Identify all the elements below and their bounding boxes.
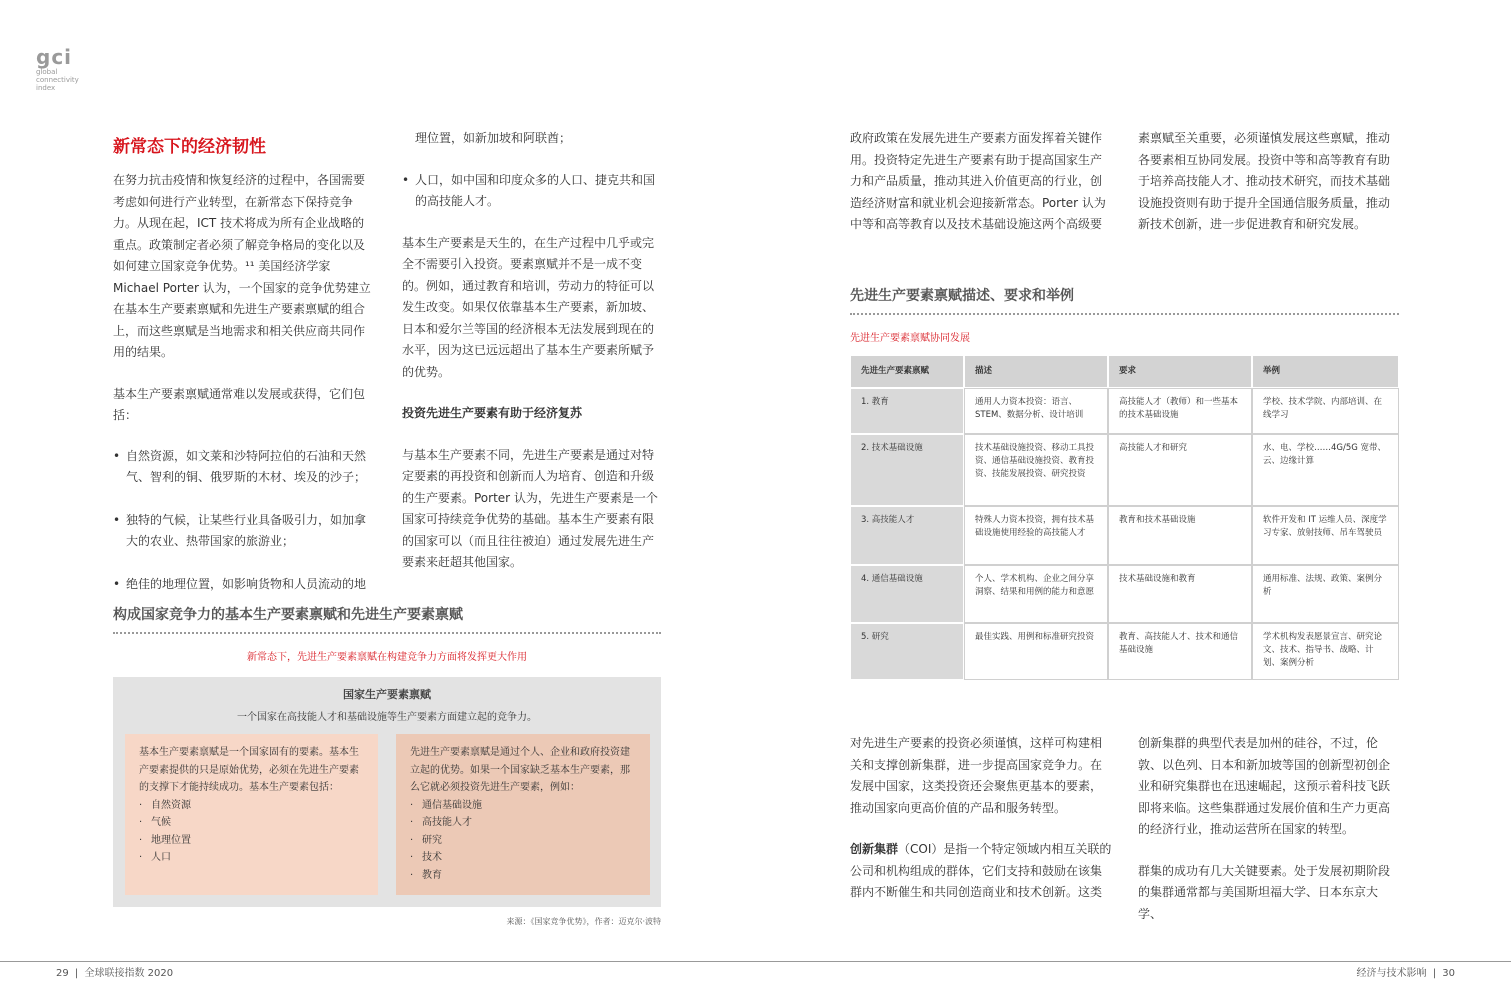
table-row — [850, 434, 1399, 506]
table-cell: 1. 教育 — [850, 388, 964, 434]
table-cell: 通用人力资本投资：语言、STEM、数据分析、设计培训 — [964, 388, 1108, 434]
list-continuation: 理位置，如新加坡和阿联酋； — [415, 131, 572, 145]
logo-line-1: global — [36, 68, 58, 76]
coi-definition: （COI）是指一个特定领域内相互关联的公司和机构组成的群体，它们支持和鼓励在该集群内不断催生和共同创造商业和技术创新。这类 — [850, 842, 1112, 899]
list-item: • 自然资源，如文莱和沙特阿拉伯的石油和天然气、智利的铜、俄罗斯的木材、埃及的沙子； — [113, 446, 375, 489]
source-note: 来源：《国家竞争优势》，作者：迈克尔·波特 — [506, 917, 661, 926]
list-item: · 人口 — [139, 849, 364, 867]
list-item: · 通信基础设施 — [410, 797, 636, 815]
left-paragraph-2: 基本生产要素禀赋通常难以发展或获得，它们包括： — [113, 386, 366, 422]
right-bottom-paragraph-2 — [850, 839, 1112, 904]
table-header-cell: 描述 — [964, 355, 1108, 388]
table-cell: 通用标准、法规、政策、案例分析 — [1252, 565, 1399, 623]
diagram-box-subtitle: 一个国家在高技能人才和基础设施等生产要素方面建立起的竞争力。 — [237, 712, 537, 723]
section-title: 新常态下的经济韧性 — [113, 137, 266, 157]
list-item: · 地理位置 — [139, 832, 364, 850]
table-cell: 高技能人才（教师）和一些基本的技术基础设施 — [1108, 388, 1252, 434]
list-item: • 人口，如中国和印度众多的人口、捷克共和国的高技能人才。 — [402, 170, 664, 213]
table-cell: 软件开发和 IT 运维人员、深度学习专家、放射技师、吊车驾驶员 — [1252, 506, 1399, 565]
table-cell: 教育和技术基础设施 — [1108, 506, 1252, 565]
table-header-cell: 先进生产要素禀赋 — [850, 355, 964, 388]
list-item: • 绝佳的地理位置，如影响货物和人员流动的地 — [113, 574, 375, 596]
footer-right: 经济与技术影响 | 30 — [1356, 968, 1455, 979]
table-header-row — [850, 355, 1399, 388]
basic-factor-list — [113, 446, 375, 596]
middle-paragraph-2: 与基本生产要素不同，先进生产要素是通过对特定要素的再投资和创新而人为培育、创造和升级的生产要素。Porter 认为，先进生产要素是一个国家可持续竞争优势的基础。基本生产要素有限的国家可以（而且往往被迫）通过发展先进生产要素来赶超其他国家。 — [402, 447, 658, 569]
logo-mark: gci — [36, 45, 73, 69]
table-cell: 高技能人才和研究 — [1108, 434, 1252, 506]
table-header-cell: 举例 — [1252, 355, 1399, 388]
list-item: · 高技能人才 — [410, 814, 636, 832]
basic-endowment-text: 基本生产要素禀赋是一个国家固有的要素。基本生产要素提供的只是原始优势，必须在先进生产要素的支撑下才能持续成功。基本生产要素包括： — [139, 747, 359, 793]
footer-left-title: 全球联接指数 2020 — [84, 968, 174, 979]
table-row — [850, 506, 1399, 565]
diagram-title: 构成国家竞争力的基本生产要素禀赋和先进生产要素禀赋 — [113, 604, 661, 634]
advanced-endowment-box — [396, 734, 650, 895]
subheading: 投资先进生产要素有助于经济复苏 — [402, 406, 583, 420]
advanced-endowment-text: 先进生产要素禀赋是通过个人、企业和政府投资建立起的优势。如果一个国家缺乏基本生产要素，那么它就必须投资先进生产要素，例如： — [410, 747, 630, 793]
page-number-right: 30 — [1442, 968, 1455, 979]
table-row — [850, 388, 1399, 434]
diagram-caption: 新常态下，先进生产要素禀赋在构建竞争力方面将发挥更大作用 — [247, 652, 527, 663]
table-cell: 技术基础设施投资、移动工具投资、通信基础设施投资、教育投资、技能发展投资、研究投资 — [964, 434, 1108, 506]
right-col2-bottom — [1138, 733, 1400, 925]
logo-line-3: index — [36, 84, 56, 92]
table-cell: 4. 通信基础设施 — [850, 565, 964, 623]
right-col2-top: 素禀赋至关重要，必须谨慎发展这些禀赋，推动各要素相互协同发展。投资中等和高等教育有助于培养高技能人才、推动技术研究，而技术基础设施投资则有助于提升全国通信服务质量，推动新技术创新，进一步促进教育和研究发展。 — [1138, 131, 1391, 231]
endowment-table — [850, 355, 1399, 680]
table-caption: 先进生产要素禀赋协同发展 — [850, 333, 970, 344]
basic-endowment-list — [139, 797, 364, 867]
table-cell: 技术基础设施和教育 — [1108, 565, 1252, 623]
table-cell: 学术机构发表愿景宣言、研究论文、技术、指导书、战略、计划、案例分析 — [1252, 623, 1399, 680]
right-bottom-paragraph-1: 对先进生产要素的投资必须谨慎，这样可构建相关和支撑创新集群，进一步提高国家竞争力。在发展中国家，这类投资还会聚焦更基本的要素，推动国家向更高价值的产品和服务转型。 — [850, 736, 1103, 815]
right-bottom-paragraph-3: 创新集群的典型代表是加州的硅谷，不过，伦敦、以色列、日本和新加坡等国的创新型初创企业和研究集群也在迅速崛起，这预示着科技飞跃即将来临。这些集群通过发展价值和生产力更高的经济行业，推动运营所在国家的转型。 — [1138, 736, 1391, 836]
advanced-endowment-list — [410, 797, 636, 885]
right-bottom-paragraph-4: 群集的成功有几大关键要素。处于发展初期阶段的集群通常都与美国斯坦福大学、日本东京大学、 — [1138, 863, 1391, 921]
logo-line-2: connectivity — [36, 76, 79, 84]
list-item: · 技术 — [410, 849, 636, 867]
list-item: · 气候 — [139, 814, 364, 832]
table-cell: 水、电、学校……4G/5G 宽带、云、边缘计算 — [1252, 434, 1399, 506]
gci-logo — [36, 46, 116, 92]
left-paragraph-1: 在努力抗击疫情和恢复经济的过程中，各国需要考虑如何进行产业转型，在新常态下保持竞争力。从现在起，ICT 技术将成为所有企业战略的重点。政策制定者必须了解竞争格局的变化以及如何建立国家竞争优势。¹¹ 美国经济学家 Michael Porter 认为，一个国家的竞争优势建立在基本生产要素禀赋和先进生产要素禀赋的组合上，而这些禀赋是当地需求和相关供应商共同作用的结果。 — [113, 173, 371, 359]
table-row — [850, 565, 1399, 623]
middle-paragraph-1: 基本生产要素是天生的，在生产过程中几乎或完全不需要引入投资。要素禀赋并不是一成不变的。例如，通过教育和培训，劳动力的特征可以发生改变。如果仅依靠基本生产要素，新加坡、日本和爱尔兰等国的经济根本无法发展到现在的水平，因为这已远远超出了基本生产要素所赋予的优势。 — [402, 235, 655, 379]
list-item: · 自然资源 — [139, 797, 364, 815]
middle-column — [402, 128, 664, 574]
table-header-cell: 要求 — [1108, 355, 1252, 388]
table-cell: 特殊人力资本投资，拥有技术基础设施使用经验的高技能人才 — [964, 506, 1108, 565]
list-item: · 教育 — [410, 867, 636, 885]
diagram-box-title: 国家生产要素禀赋 — [343, 688, 431, 701]
basic-factor-list-cont — [402, 170, 664, 213]
table-cell: 2. 技术基础设施 — [850, 434, 964, 506]
table-cell: 学校、技术学院、内部培训、在线学习 — [1252, 388, 1399, 434]
coi-term: 创新集群 — [850, 842, 899, 856]
page-number-left: 29 — [56, 968, 69, 979]
footer-divider — [0, 961, 1511, 962]
footer-left: 29 | 全球联接指数 2020 — [56, 968, 174, 979]
table-cell: 3. 高技能人才 — [850, 506, 964, 565]
table-cell: 5. 研究 — [850, 623, 964, 680]
endowment-diagram — [113, 677, 661, 907]
left-column — [113, 170, 375, 595]
table-cell: 教育、高技能人才、技术和通信基础设施 — [1108, 623, 1252, 680]
right-col1-top: 政府政策在发展先进生产要素方面发挥着关键作用。投资特定先进生产要素有助于提高国家生产力和产品质量，推动其进入价值更高的行业，创造经济财富和就业机会迎接新常态。Porter 认为中等和高等教育以及技术基础设施这两个高级要 — [850, 131, 1106, 231]
table-row — [850, 623, 1399, 680]
footer-right-title: 经济与技术影响 — [1356, 968, 1427, 979]
right-col1-bottom — [850, 733, 1112, 904]
table-cell: 个人、学术机构、企业之间分享洞察、结果和用例的能力和意愿 — [964, 565, 1108, 623]
table-cell: 最佳实践、用例和标准研究投资 — [964, 623, 1108, 680]
list-item: • 独特的气候，让某些行业具备吸引力，如加拿大的农业、热带国家的旅游业； — [113, 510, 375, 553]
table-title: 先进生产要素禀赋描述、要求和举例 — [850, 285, 1399, 315]
list-item: · 研究 — [410, 832, 636, 850]
basic-endowment-box — [125, 734, 378, 895]
